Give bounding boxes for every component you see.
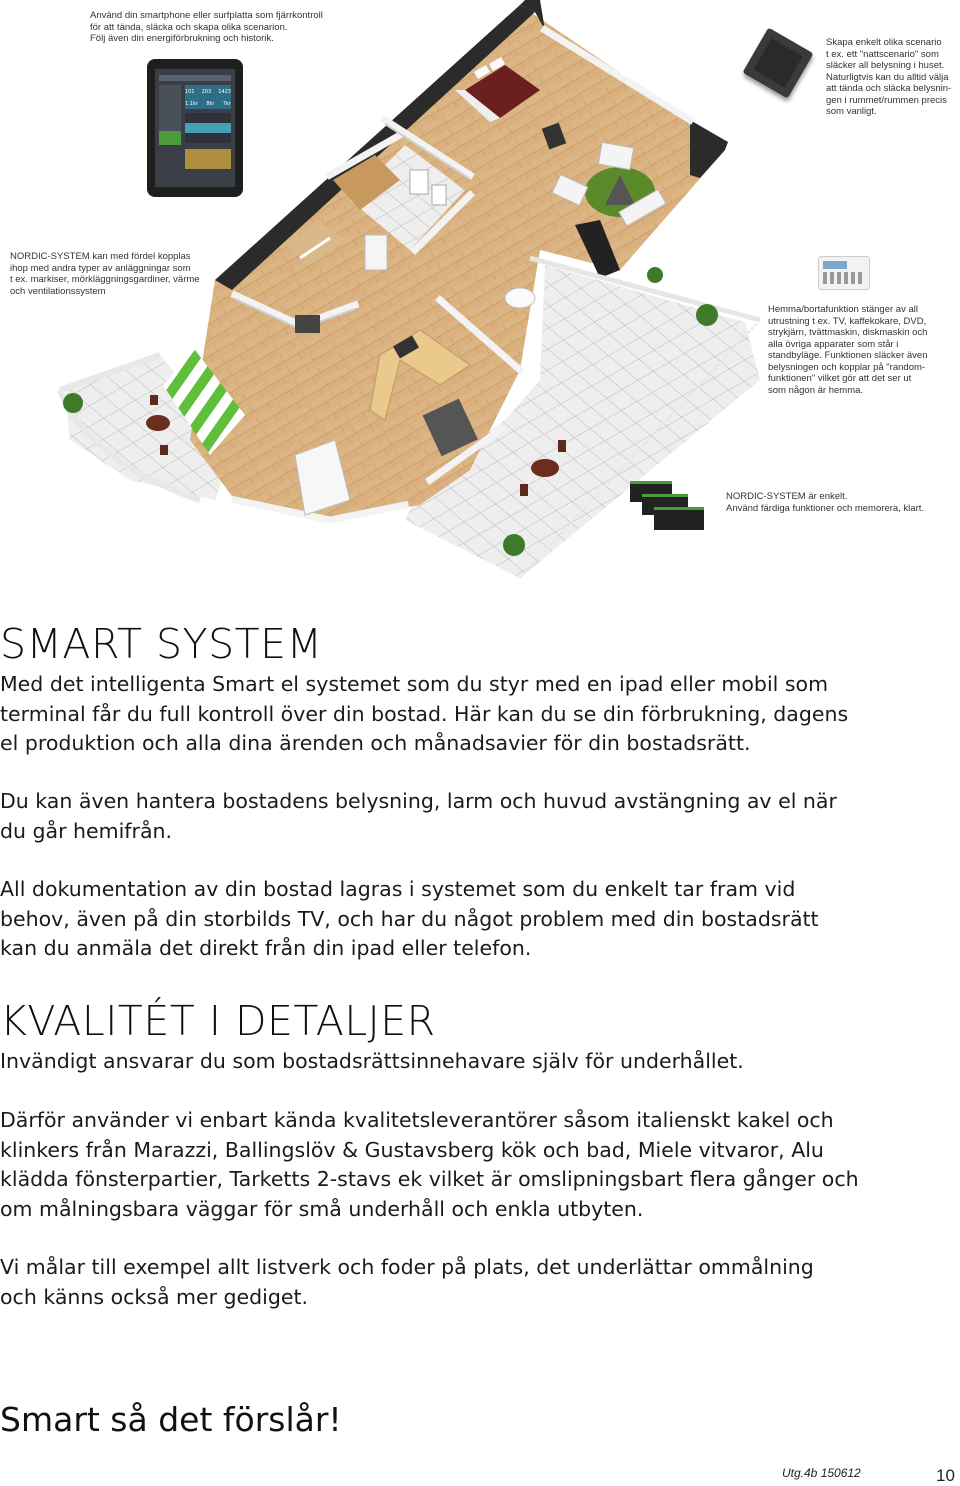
text-line: Med det intelligenta Smart el systemet som du styr med en ipad eller mobil som bbox=[0, 672, 829, 696]
section-heading-smart-system: SMART SYSTEM bbox=[0, 620, 323, 668]
callout-line: utrustning t ex. TV, kaffekokare, DVD, bbox=[768, 315, 927, 327]
paragraph bbox=[0, 670, 848, 759]
text-line: All dokumentation av din bostad lagras i systemet som du enkelt tar fram vid bbox=[0, 877, 796, 901]
paragraph bbox=[0, 1253, 814, 1312]
callout-line: Använd din smartphone eller surfplatta som fjärrkontroll bbox=[90, 10, 323, 21]
callout-nordic-combine bbox=[10, 251, 200, 297]
callout-line: standbyläge. Funktionen släcker även bbox=[768, 350, 928, 361]
callout-line: som någon är hemma. bbox=[768, 384, 864, 396]
tablet-stat: 1.1kr bbox=[185, 101, 198, 107]
paragraph bbox=[0, 1106, 859, 1224]
tablet-stat: 1423 bbox=[218, 89, 231, 95]
callout-line: Hemma/bortafunktion stänger av all bbox=[768, 304, 918, 315]
callout-line: släcker all belysning i huset. bbox=[826, 60, 945, 71]
page-number: 10 bbox=[936, 1466, 955, 1485]
text-line: behov, även på din storbilds TV, och har du något problem med din bostadsrätt bbox=[0, 906, 819, 931]
tagline: Smart så det förslår! bbox=[0, 1400, 342, 1439]
paragraph bbox=[0, 1047, 744, 1077]
alarm-panel-image bbox=[818, 256, 870, 290]
tablet-stat: 203 bbox=[201, 89, 212, 95]
callout-line: Skapa enkelt olika scenario bbox=[826, 37, 942, 48]
callout-line: funktionen" vilket gör att det ser ut bbox=[768, 373, 912, 384]
callout-line: NORDIC-SYSTEM kan med fördel kopplas bbox=[10, 251, 191, 262]
callout-line: gen i rummet/rummen precis bbox=[826, 94, 947, 106]
callout-line: och ventilationssystem bbox=[10, 285, 106, 297]
callout-line: Naturligtvis kan du alltid välja bbox=[826, 71, 949, 83]
text-line: Därför använder vi enbart kända kvalitetsleverantörer såsom italienskt kakel och bbox=[0, 1108, 834, 1132]
text-line: klädda fönsterpartier, Tarketts 2-stavs ek vilket är omslipningsbart flera gånger och bbox=[0, 1167, 859, 1191]
paragraph bbox=[0, 875, 819, 964]
paragraph bbox=[0, 787, 837, 846]
callout-line: belysningen och kopplar på "random- bbox=[768, 361, 926, 373]
text-line: om målningsbara väggar för små underhåll och enkla utbyten. bbox=[0, 1196, 644, 1221]
text-line: terminal får du full kontroll över din bostad. Här kan du se din förbrukning, dagens bbox=[0, 701, 849, 726]
edition-code: Utg.4b 150612 bbox=[782, 1466, 861, 1480]
text-line: och känns också mer gediget. bbox=[0, 1284, 309, 1309]
tablet-stat: 101 bbox=[185, 89, 195, 95]
callout-line: strykjärn, tvättmaskin, diskmaskin och bbox=[768, 327, 928, 338]
text-line: klinkers från Marazzi, Ballingslöv & Gustavsberg kök och bad, Miele vitvaror, Alu bbox=[0, 1137, 824, 1162]
text-line: Invändigt ansvarar du som bostadsrättsinnehavare själv för underhållet. bbox=[0, 1049, 744, 1073]
tablet-image bbox=[147, 59, 243, 197]
callout-line: t ex. ett "nattscenario" som bbox=[826, 48, 939, 60]
callout-line: Följ även din energiförbrukning och historik. bbox=[90, 33, 274, 44]
callout-home-away bbox=[768, 304, 928, 396]
callout-line: att tända och släcka belysnin- bbox=[826, 83, 952, 94]
control-module-image bbox=[654, 507, 704, 530]
callout-line: Använd färdiga funktioner och memorera, klart. bbox=[726, 502, 925, 514]
text-line: kan du anmäla det direkt från din ipad eller telefon. bbox=[0, 936, 532, 960]
callout-line: NORDIC-SYSTEM är enkelt. bbox=[726, 491, 848, 502]
callout-ipad bbox=[90, 10, 323, 45]
callout-nordic-simple bbox=[726, 491, 924, 514]
callout-line: t ex. markiser, mörkläggningsgardiner, värme bbox=[10, 274, 200, 285]
callout-line: ihop med andra typer av anläggningar som bbox=[10, 262, 191, 274]
callout-line: alla övriga apparater som står i bbox=[768, 338, 899, 350]
callout-line: för att tända, släcka och skapa olika scenarion. bbox=[90, 21, 288, 33]
callout-scenario bbox=[826, 37, 951, 118]
callout-line: som vanligt. bbox=[826, 106, 877, 117]
tablet-stat: 8kr bbox=[206, 101, 215, 107]
text-line: el produktion och alla dina ärenden och månadsavier för din bostadsrätt. bbox=[0, 731, 751, 755]
text-line: du går hemifrån. bbox=[0, 818, 173, 843]
tablet-stat: 7kr bbox=[222, 101, 231, 107]
text-line: Vi målar till exempel allt listverk och foder på plats, det underlättar ommålning bbox=[0, 1255, 814, 1279]
tablet-screen bbox=[155, 69, 235, 187]
section-heading-quality: KVALITÉT I DETALJER bbox=[0, 997, 436, 1045]
text-line: Du kan även hantera bostadens belysning, larm och huvud avstängning av el när bbox=[0, 789, 837, 813]
